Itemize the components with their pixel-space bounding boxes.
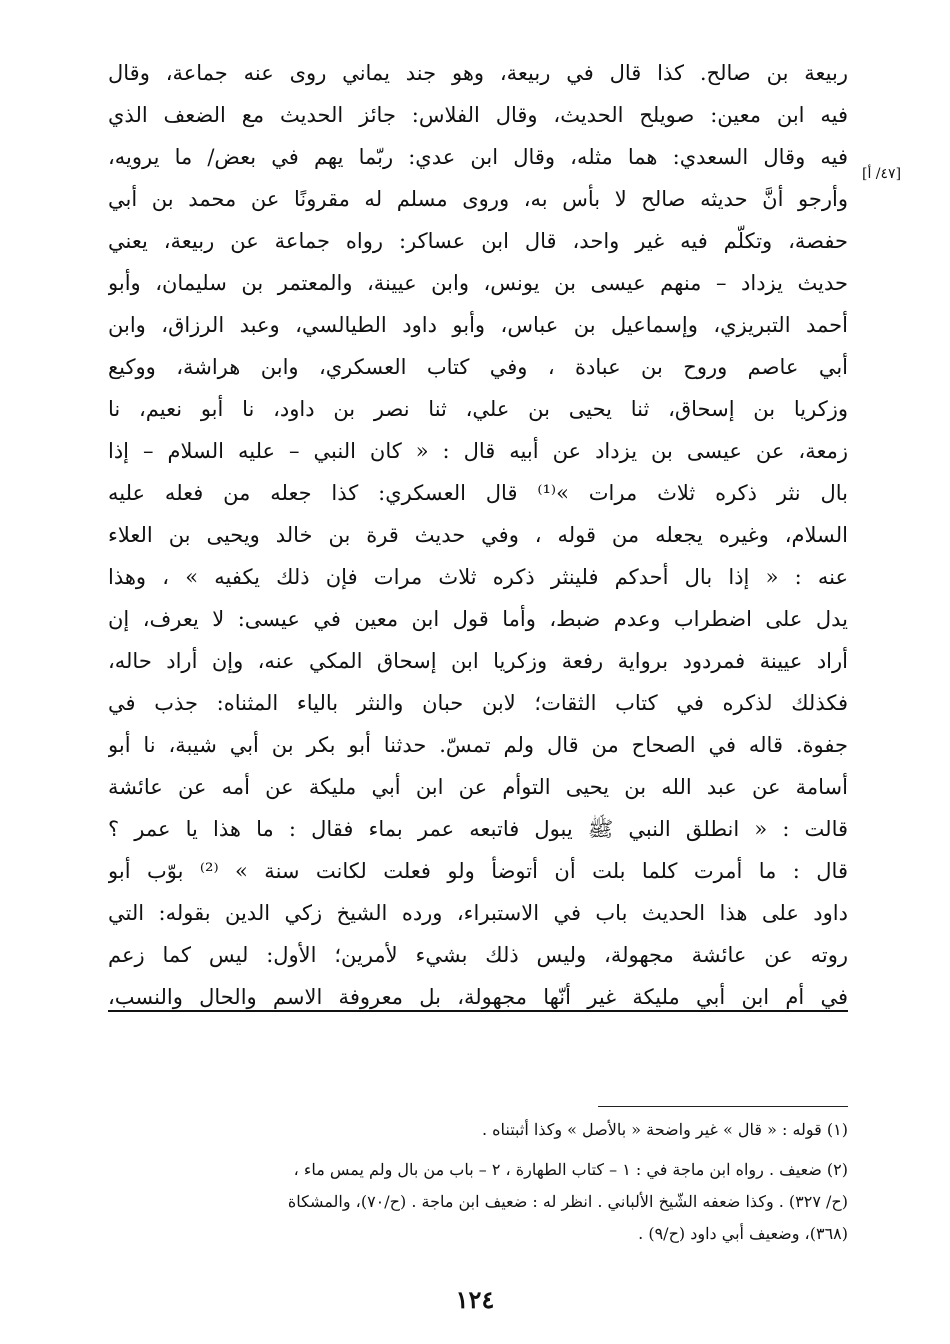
text-line: أراد عيينة فمردود برواية رفعة وزكريا ابن إسحاق المكي عنه، وإن أراد حاله، bbox=[108, 649, 848, 673]
footnote-2: (٢) ضعيف . رواه ابن ماجة في : ١ – كتاب الطهارة ، ٢ – باب من بال ولم يمس ماء ، bbox=[293, 1160, 848, 1179]
text-line: حفصة، وتكلّم فيه غير واحد، قال ابن عساكر: رواه جماعة عن ربيعة، يعني bbox=[108, 229, 848, 253]
text-line: روته عن عائشة مجهولة، وليس ذلك بشيء لأمرين؛ الأول: ليس كما زعم bbox=[108, 943, 848, 967]
text-line: عنه : « إذا بال أحدكم فلينثر ذكره ثلاث مرات فإن ذلك يكفيه » ، وهذا bbox=[108, 565, 848, 589]
page-number: ١٢٤ bbox=[455, 1285, 495, 1314]
footnote-2-continued: (ح/ ٣٢٧) . وكذا ضعفه الشّيخ الألباني . انظر له : ضعيف ابن ماجة . (ح/٧٠)، والمشكاة bbox=[287, 1192, 848, 1211]
text-line: زمعة، عن عيسى بن يزداد عن أبيه قال : « كان النبي – عليه السلام – إذا bbox=[108, 439, 848, 463]
text-line: السلام، وغيره يجعله من قوله ، وفي حديث قرة بن خالد ويحيى بن العلاء bbox=[108, 523, 848, 547]
text-line: أبي عاصم وروح بن عبادة ، وفي كتاب العسكري، وابن هراشة، ووكيع bbox=[108, 355, 848, 379]
footnote-separator bbox=[598, 1106, 848, 1107]
text-line: يدل على اضطراب وعدم ضبط، وأما قول ابن معين في عيسى: لا يعرف، إن bbox=[108, 607, 848, 631]
footnote-2-continued: (٣٦٨)، وضعيف أبي داود (ح/٩) . bbox=[638, 1224, 848, 1243]
text-line: فيه ابن معين: صويلح الحديث، وقال الفلاس: جائز الحديث مع الضعف الذي bbox=[108, 103, 848, 127]
text-line: ربيعة بن صالح. كذا قال في ربيعة، وهو جند يماني روى عنه جماعة، وقال bbox=[108, 61, 848, 85]
text-line: أسامة عن عبد الله بن يحيى التوأم عن ابن أبي مليكة عن أمه عن عائشة bbox=[108, 775, 848, 799]
text-line: بال نثر ذكره ثلاث مرات »⁽¹⁾ قال العسكري: كذا جعله من فعله عليه bbox=[108, 481, 848, 505]
footnote-1: (١) قوله : « قال » غير واضحة « بالأصل » وكذا أثبتناه . bbox=[481, 1120, 848, 1139]
text-line: وأرجو أنَّ حديثه صالح لا بأس به، وروى مسلم له مقرونًا عن محمد بن أبي bbox=[108, 187, 848, 211]
footnotes-block bbox=[108, 1114, 848, 1250]
text-line: في أم ابن أبي مليكة غير أنّها مجهولة، بل معروفة الاسم والحال والنسب، bbox=[108, 985, 848, 1009]
text-line: فيه وقال السعدي: هما مثله، وقال ابن عدي: ربّما يهم في بعض/ ما يرويه، bbox=[108, 145, 848, 169]
text-line: فكذلك لذكره في كتاب الثقات؛ لابن حبان والنثر بالياء المثناه: جذب في bbox=[108, 691, 848, 715]
text-line: أحمد التبريزي، وإسماعيل بن عباس، وأبو داود الطيالسي، وعبد الرزاق، وابن bbox=[108, 313, 848, 337]
text-line: وزكريا بن إسحاق، ثنا يحيى بن علي، ثنا نصر بن داود، نا أبو نعيم، نا bbox=[108, 397, 848, 421]
main-text-block bbox=[108, 52, 848, 1018]
manuscript-folio-reference: [٤٧/ أ] bbox=[862, 166, 902, 182]
text-line: جفوة. قاله في الصحاح من قال ولم تمسّ. حدثنا أبو بكر بن أبي شيبة، نا أبو bbox=[108, 733, 848, 757]
text-line: حديث يزداد – منهم عيسى بن يونس، وابن عيينة، والمعتمر بن سليمان، وأبو bbox=[108, 271, 848, 295]
text-line: قال : ما أمرت كلما بلت أن أتوضأ ولو فعلت لكانت سنة » ⁽²⁾ بوّب أبو bbox=[108, 859, 848, 883]
text-line: داود على هذا الحديث باب في الاستبراء، ورده الشيخ زكي الدين بقوله: التي bbox=[108, 901, 848, 925]
text-line: قالت : « انطلق النبي ﷺ يبول فاتبعه عمر بماء فقال : ما هذا يا عمر ؟ bbox=[108, 817, 848, 841]
